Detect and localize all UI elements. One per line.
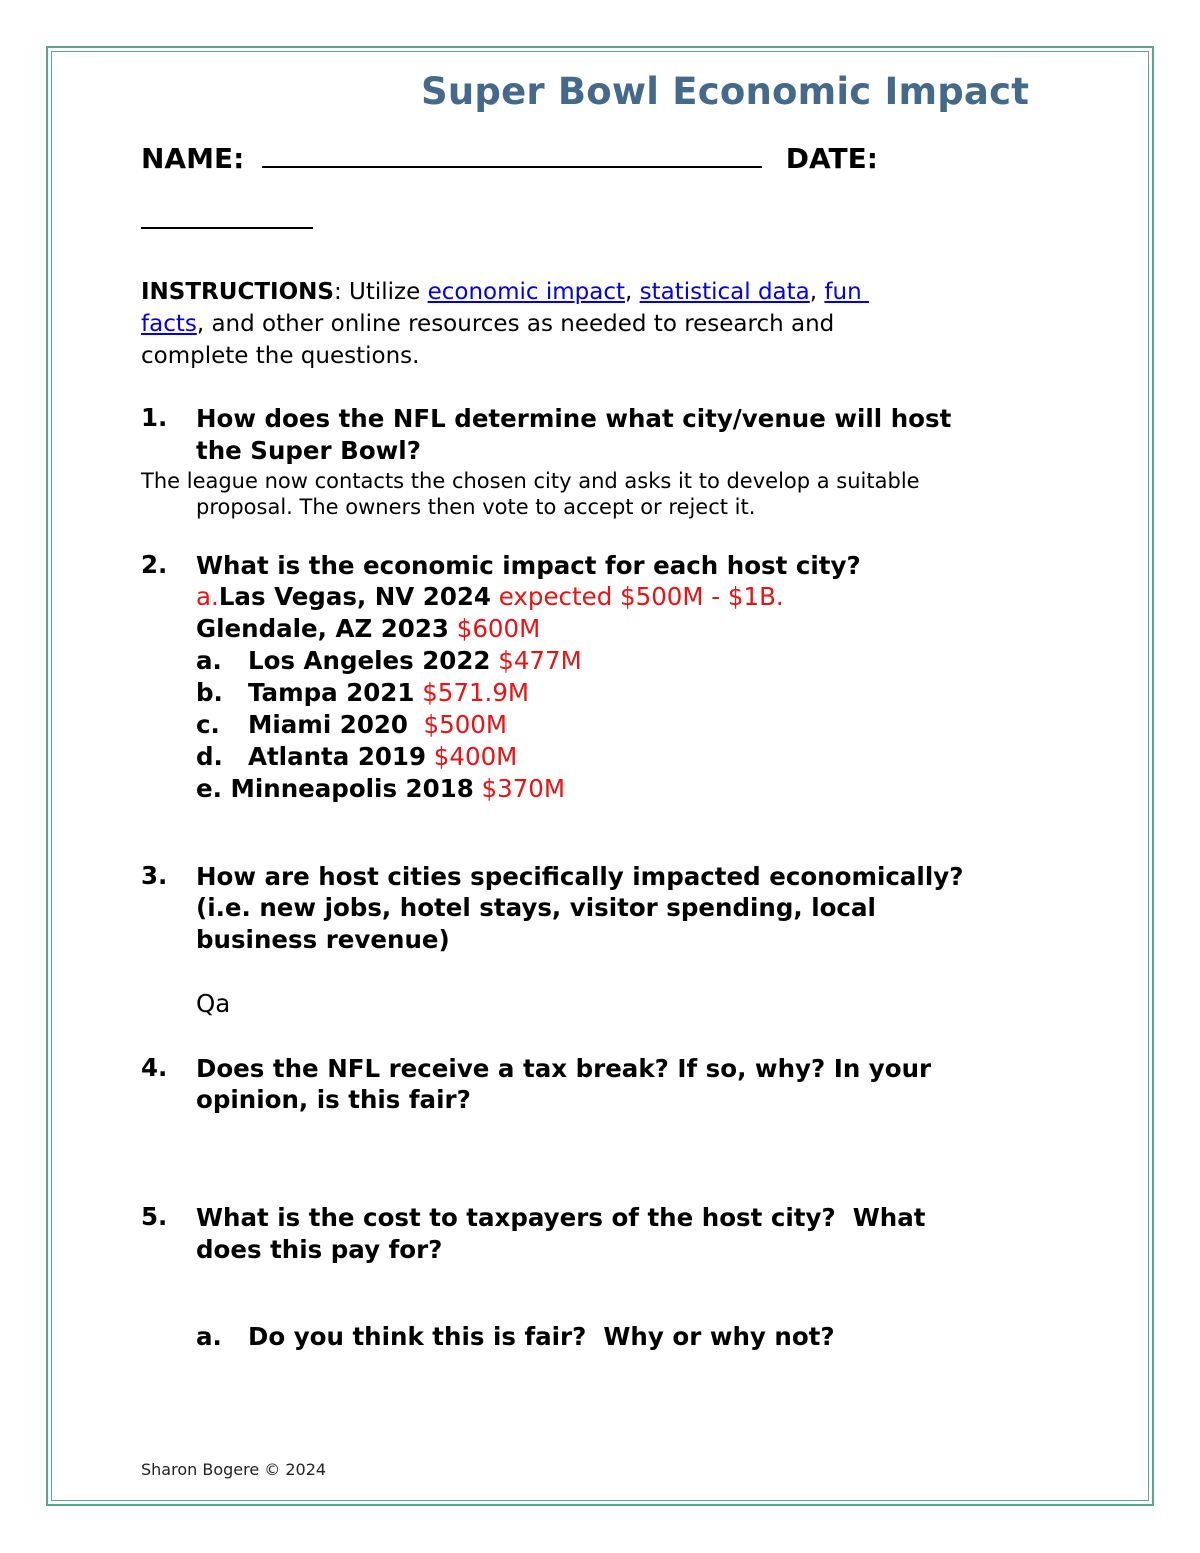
question-5-sub-text: Do you think this is fair? Why or why not? <box>248 1322 835 1351</box>
question-number: 5. <box>141 1202 168 1231</box>
date-blank[interactable] <box>141 227 313 229</box>
question-1-line-1: How does the NFL determine what city/venue will host <box>196 404 952 433</box>
link-fun-facts-part1[interactable]: fun <box>824 279 869 305</box>
city-value: $370M <box>473 774 566 803</box>
question-5-sub-marker: a. <box>196 1322 222 1351</box>
instructions-colon: : <box>333 279 342 305</box>
question-3-line-3: business revenue) <box>196 925 450 954</box>
name-blank[interactable] <box>262 166 762 168</box>
question-3-line-2: (i.e. new jobs, hotel stays, visitor spending, local <box>196 893 876 922</box>
city-value: $500M <box>407 710 508 739</box>
city-row <box>196 581 784 613</box>
instructions-utilize: Utilize <box>341 279 428 305</box>
instructions-text: , and other online resources as needed to research and <box>196 311 835 337</box>
question-3-line-1: How are host cities specifically impacted economically? <box>196 862 964 891</box>
instructions-line-3: complete the questions. <box>141 343 420 369</box>
city-value: expected $500M - $1B. <box>490 582 784 611</box>
city-value: $477M <box>490 646 582 675</box>
question-number: 2. <box>141 550 168 579</box>
city-name: Tampa 2021 <box>248 678 415 707</box>
city-name: Los Angeles 2022 <box>248 646 491 675</box>
city-row <box>196 773 565 805</box>
city-marker: c. <box>196 710 220 739</box>
city-row <box>248 709 507 741</box>
question-number: 1. <box>141 403 168 432</box>
name-line <box>141 142 878 175</box>
answer-1-line-1: The league now contacts the chosen city and asks it to develop a suitable <box>141 469 920 493</box>
city-name: Las Vegas, NV 2024 <box>218 582 491 611</box>
city-name: Miami 2020 <box>248 710 408 739</box>
city-row <box>196 613 540 645</box>
page-title: Super Bowl Economic Impact <box>421 70 1030 113</box>
instructions-comma: , <box>625 279 633 305</box>
city-row <box>248 677 529 709</box>
question-1-line-2: the Super Bowl? <box>196 436 421 465</box>
answer-1-line-2: proposal. The owners then vote to accept or reject it. <box>196 495 756 519</box>
city-value: $571.9M <box>414 678 530 707</box>
question-5-line-2: does this pay for? <box>196 1235 443 1264</box>
city-row <box>248 645 582 677</box>
question-5-line-1: What is the cost to taxpayers of the host city? What <box>196 1203 926 1232</box>
city-value: $600M <box>448 614 541 643</box>
city-name: Minneapolis 2018 <box>230 774 474 803</box>
city-marker: a. <box>196 582 219 611</box>
instructions-comma: , <box>809 279 818 305</box>
answer-3: Qa <box>196 989 231 1018</box>
city-name: Glendale, AZ 2023 <box>196 614 449 643</box>
footer-copyright: Sharon Bogere © 2024 <box>141 1460 327 1479</box>
city-name: Atlanta 2019 <box>248 742 427 771</box>
question-2-line-1: What is the economic impact for each host city? <box>196 551 861 580</box>
link-economic-impact[interactable]: economic impact <box>427 279 625 305</box>
question-4-line-1: Does the NFL receive a tax break? If so, why? In your <box>196 1054 932 1083</box>
name-label: NAME: <box>141 142 245 175</box>
instructions-label: INSTRUCTIONS <box>141 279 334 305</box>
question-4-line-2: opinion, is this fair? <box>196 1085 471 1114</box>
city-value: $400M <box>426 742 518 771</box>
city-marker: a. <box>196 646 222 675</box>
city-marker: e. <box>196 774 222 803</box>
city-row <box>248 741 517 773</box>
link-fun-facts-part2[interactable]: facts <box>141 311 197 337</box>
question-number: 4. <box>141 1053 168 1082</box>
city-marker: b. <box>196 678 223 707</box>
date-blank-line <box>141 214 313 233</box>
link-statistical-data[interactable]: statistical data <box>639 279 810 305</box>
city-marker: d. <box>196 742 223 771</box>
question-number: 3. <box>141 861 168 890</box>
instructions-line-1 <box>141 276 869 308</box>
instructions-line-2 <box>141 308 834 340</box>
date-label: DATE: <box>785 142 878 175</box>
